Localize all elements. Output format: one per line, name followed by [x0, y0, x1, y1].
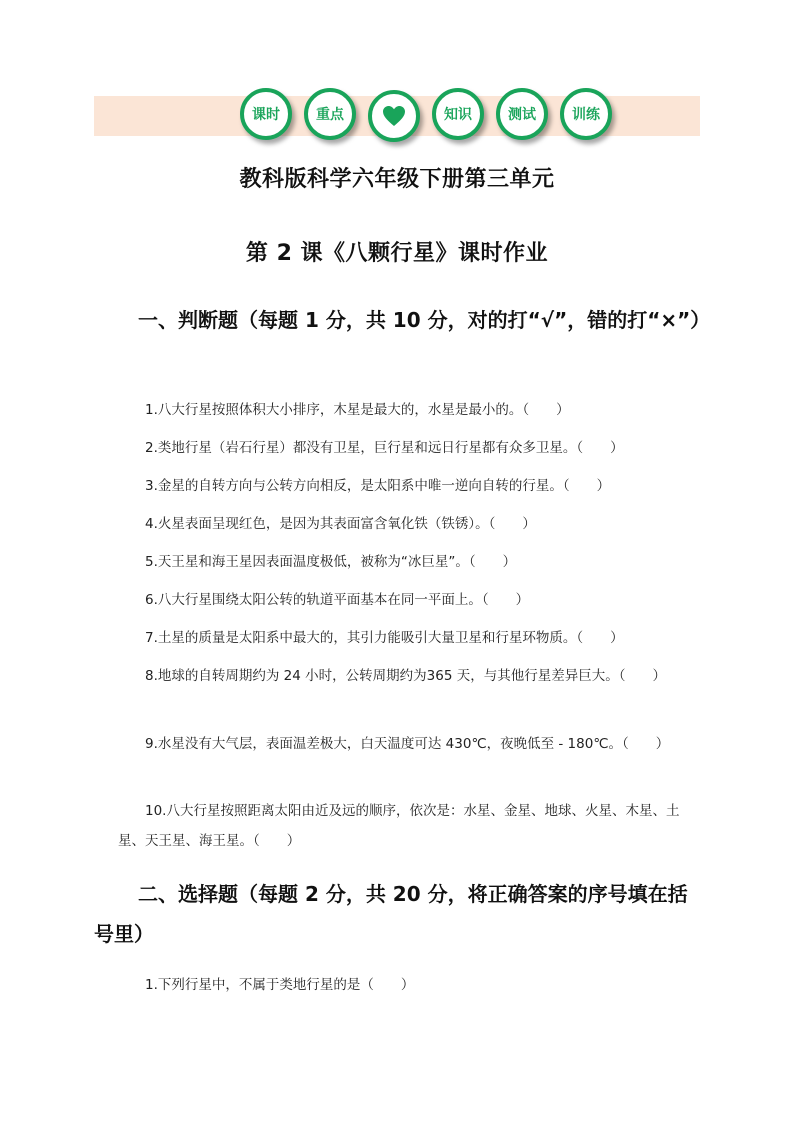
- judgment-question-5: 5.天王星和海王星因表面温度极低，被称为“冰巨星”。（ ）: [145, 554, 517, 570]
- badge-label: 知识: [444, 107, 472, 123]
- badge-label: 课时: [252, 107, 280, 123]
- badge-label: 训练: [572, 107, 600, 123]
- section1-heading: 一、判断题（每题 1 分，共 10 分，对的打“√”，错的打“×”）: [138, 308, 711, 332]
- badge-zhongdian: [304, 88, 356, 140]
- badge-xunlian: [560, 88, 612, 140]
- judgment-question-10: 10.八大行星按照距离太阳由近及远的顺序，依次是：水星、金星、地球、火星、木星、土星、天王星、海王星。（ ）: [118, 803, 680, 849]
- judgment-question-2: 2.类地行星（岩石行星）都没有卫星，巨行星和远日行星都有众多卫星。（ ）: [145, 440, 624, 456]
- page-title: 教科版科学六年级下册第三单元: [239, 167, 555, 192]
- badge-keshi: [240, 88, 292, 140]
- judgment-question-7: 7.土星的质量是太阳系中最大的，其引力能吸引大量卫星和行星环物质。（ ）: [145, 630, 624, 646]
- lesson-title: 第 2 课《八颗行星》课时作业: [245, 241, 549, 266]
- badge-label: 重点: [316, 107, 344, 123]
- section2-heading: 二、选择题（每题 2 分，共 20 分，将正确答案的序号填在括号里）: [94, 882, 688, 946]
- badge-ceshi: [496, 88, 548, 140]
- judgment-question-3: 3.金星的自转方向与公转方向相反，是太阳系中唯一逆向自转的行星。（ ）: [145, 478, 611, 494]
- judgment-question-9: 9.水星没有大气层，表面温差极大，白天温度可达 430℃，夜晚低至 - 180℃。（ ）: [145, 736, 670, 752]
- judgment-question-4: 4.火星表面呈现红色，是因为其表面富含氧化铁（铁锈）。（ ）: [145, 516, 536, 532]
- heart-shape: [382, 105, 406, 127]
- judgment-question-1: 1.八大行星按照体积大小排序，木星是最大的，水星是最小的。（ ）: [145, 402, 570, 418]
- judgment-question-6: 6.八大行星围绕太阳公转的轨道平面基本在同一平面上。（ ）: [145, 592, 530, 608]
- choice-question-1: 1.下列行星中，不属于类地行星的是（ ）: [145, 977, 415, 993]
- badge-label: 测试: [508, 107, 536, 123]
- badge-zhishi: [432, 88, 484, 140]
- judgment-question-8: 8.地球的自转周期约为 24 小时，公转周期约为365 天，与其他行星差异巨大。（ ）: [145, 668, 666, 684]
- heart-icon: [368, 90, 420, 142]
